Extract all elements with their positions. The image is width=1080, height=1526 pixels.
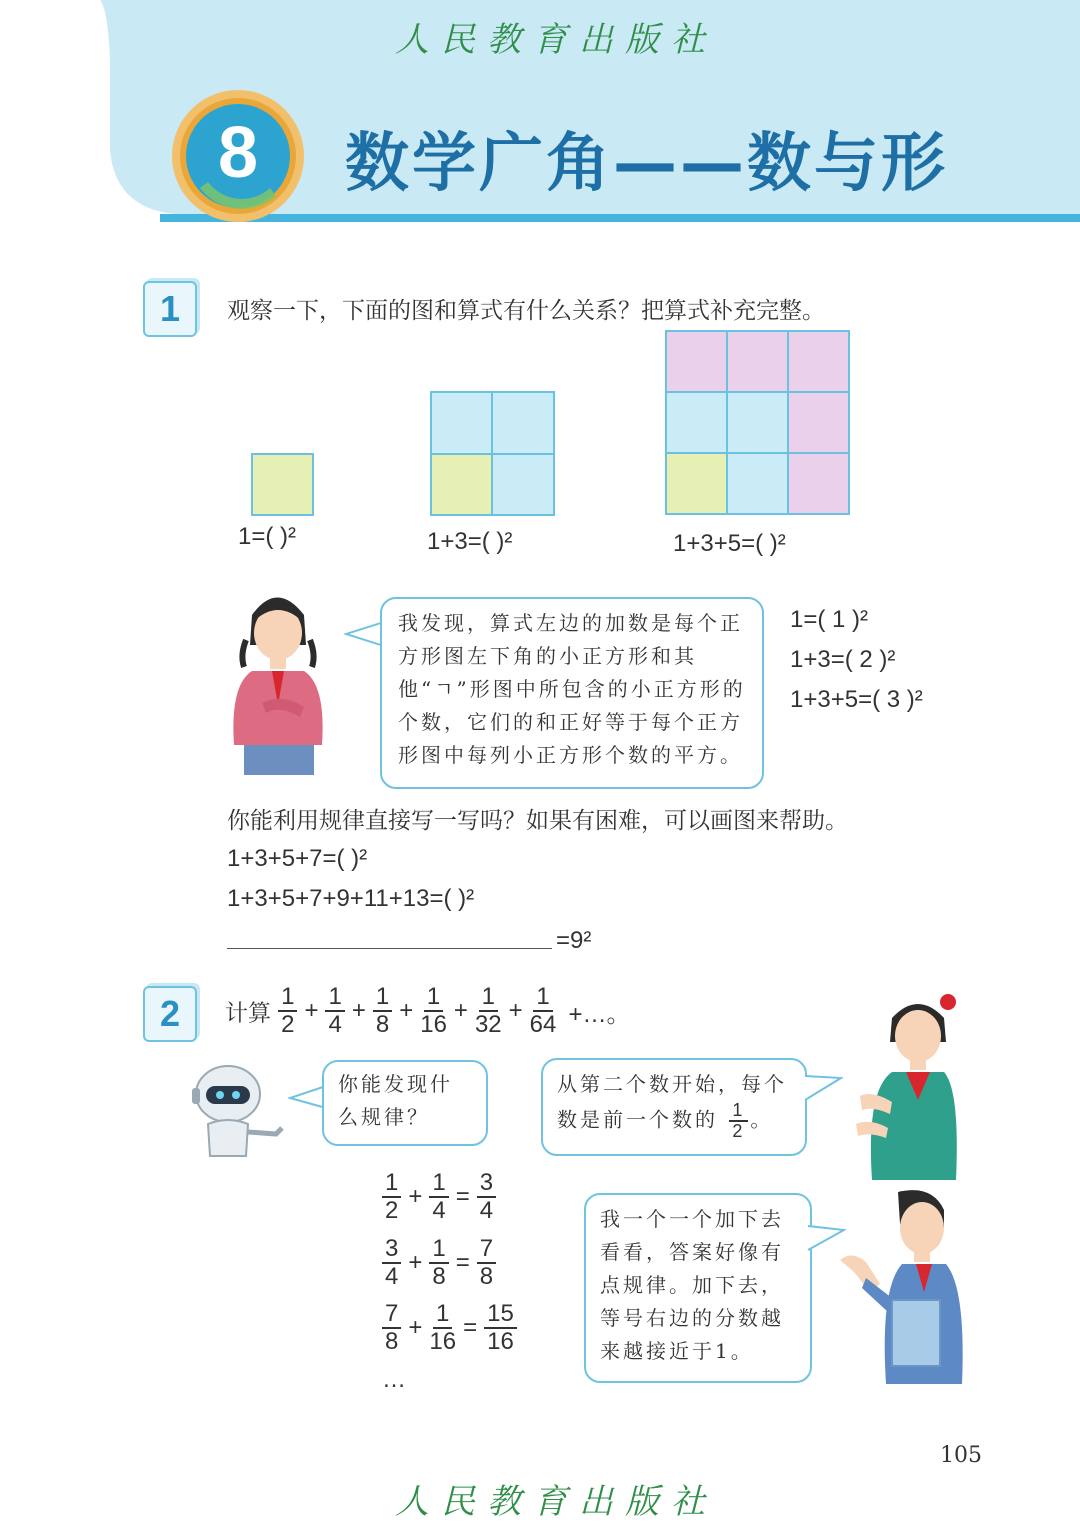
sum-term: $\frac{1}{8}$	[429, 1236, 448, 1290]
sum-result: $\frac{7}{8}$	[477, 1236, 496, 1290]
series-term: $\frac{1}{32}$	[474, 983, 502, 1038]
equation-2: 1+3=( )²	[427, 528, 513, 555]
bubble-tail	[803, 1074, 843, 1104]
followup-prompt: 你能利用规律直接写一写吗？如果有困难，可以画图来帮助。	[227, 808, 848, 834]
robot-speech-bubble	[322, 1060, 488, 1146]
chapter-number-badge	[170, 88, 306, 224]
series-tail: +…。	[568, 1000, 631, 1028]
girl2-speech-end: 。	[750, 1107, 774, 1132]
sum-result: $\frac{15}{16}$	[484, 1301, 517, 1355]
answer-2: 1+3=( 2 )²	[790, 646, 896, 673]
question-1-number: 1	[143, 281, 197, 337]
series-term: $\frac{1}{4}$	[325, 984, 344, 1038]
series-term: $\frac{1}{64}$	[529, 983, 557, 1038]
boy-illustration	[836, 1188, 966, 1384]
girl-illustration	[222, 585, 332, 775]
exercise-1: 1+3+5+7=( )²	[227, 845, 368, 872]
girl2-illustration	[852, 990, 962, 1180]
answer-1: 1=( 1 )²	[790, 606, 869, 633]
series-expression: 计算 $\frac{1}{2}$ + $\frac{1}{4}$ + $\frac{1}{8}$ + $\frac{1}{16}$ + $\frac{1}{32}$ + $\frac{1}{64}$ +…。	[225, 983, 631, 1038]
robot-illustration	[190, 1060, 290, 1160]
sum-term: $\frac{1}{16}$	[429, 1300, 457, 1355]
exercise-2: 1+3+5+7+9+11+13=( )²	[227, 885, 475, 912]
answer-3: 1+3+5=( 3 )²	[790, 686, 923, 713]
question-2-number: 2	[143, 986, 197, 1042]
square-grid-3x3	[665, 330, 851, 516]
equation-1: 1=( )²	[238, 523, 297, 550]
girl2-speech-bubble	[541, 1058, 807, 1156]
boy-speech-bubble	[584, 1193, 812, 1383]
sum-term: $\frac{1}{4}$	[429, 1170, 448, 1224]
girl-speech-text: 我发现，算式左边的加数是每个正方形图左下角的小正方形和其他“ㄱ”形图中所包含的小正方形的个数，它们的和正好等于每个正方形图中每列小正方形个数的平方。	[398, 611, 746, 767]
square-grid-2x2	[430, 391, 556, 517]
exercise-3: =9²	[556, 927, 592, 954]
series-term: $\frac{1}{8}$	[373, 984, 392, 1038]
sum-row: $\frac{3}{4}$ + $\frac{1}{8}$ = $\frac{7}{8}$	[380, 1236, 498, 1290]
question-1-prompt: 观察一下，下面的图和算式有什么关系？把算式补充完整。	[227, 298, 825, 324]
girl-speech-bubble	[380, 597, 764, 789]
robot-speech-text: 你能发现什么规律？	[338, 1072, 453, 1129]
sum-term: $\frac{3}{4}$	[382, 1236, 401, 1290]
equation-3: 1+3+5=( )²	[673, 530, 786, 557]
page-number: 105	[940, 1443, 982, 1468]
sum-row: $\frac{7}{8}$ + $\frac{1}{16}$ = $\frac{15}{16}$	[380, 1301, 519, 1355]
compute-label: 计算	[225, 1000, 271, 1027]
sum-row: $\frac{1}{2}$ + $\frac{1}{4}$ = $\frac{3}{4}$	[380, 1170, 498, 1224]
chapter-number: 8	[217, 113, 259, 193]
publisher-watermark-top: 人民教育出版社	[395, 20, 717, 60]
boy-speech-text: 我一个一个加下去看看，答案好像有点规律。加下去，等号右边的分数越来越接近于1。	[600, 1207, 784, 1363]
sum-result: $\frac{3}{4}$	[477, 1170, 496, 1224]
half-fraction: $\frac{1}{2}$	[729, 1101, 748, 1141]
girl2-speech-text: 从第二个数开始，每个数是前一个数的	[557, 1072, 787, 1132]
sum-term: $\frac{1}{2}$	[382, 1170, 401, 1224]
sum-ellipsis: …	[382, 1366, 406, 1393]
publisher-watermark-bottom: 人民教育出版社	[395, 1482, 717, 1522]
chapter-title: 数学广角——数与形	[345, 127, 948, 201]
square-grid-1x1	[251, 453, 315, 517]
sum-term: $\frac{7}{8}$	[382, 1301, 401, 1355]
exercise-3-blank[interactable]	[227, 948, 552, 949]
series-term: $\frac{1}{2}$	[278, 984, 297, 1038]
series-term: $\frac{1}{16}$	[420, 983, 447, 1038]
